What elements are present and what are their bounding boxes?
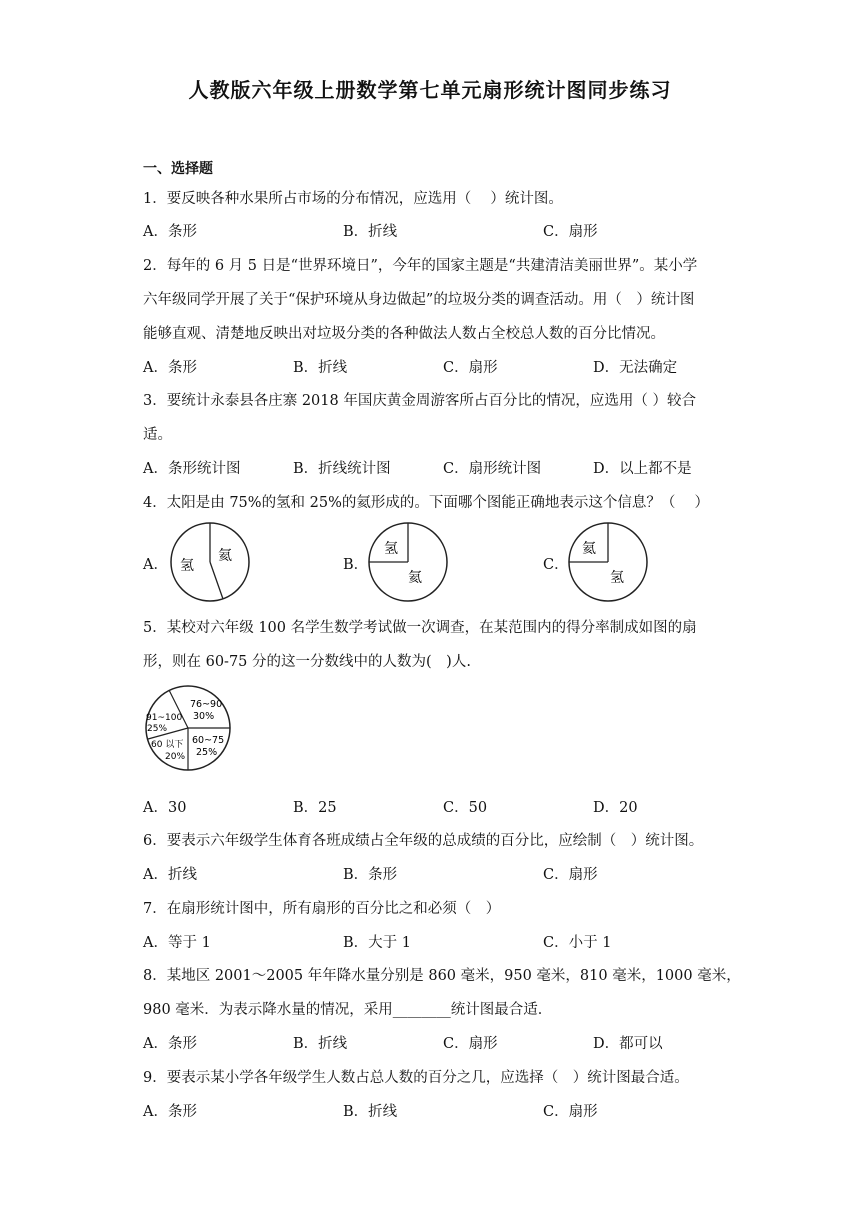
- q8-option-a: A．条形: [143, 1036, 197, 1052]
- q6-option-c: C．扇形: [543, 867, 598, 883]
- q8-option-b: B．折线: [293, 1036, 348, 1052]
- q5-option-a: A．30: [143, 800, 187, 816]
- pie-label-below-60: 60 以下: [151, 740, 184, 750]
- q2-option-b: B．折线: [293, 360, 348, 376]
- q9-option-a: A．条形: [143, 1104, 197, 1120]
- question-2-line-2: 六年级同学开展了关于“保护环境从身边做起”的垃圾分类的调查活动。用（ ）统计图: [143, 292, 695, 308]
- q9-option-b: B．折线: [343, 1104, 398, 1120]
- pie-label-91-100: 91~100: [146, 713, 183, 723]
- pie-pct-76-90: 30%: [193, 711, 215, 722]
- question-5-line-1: 5．某校对六年级 100 名学生数学考试做一次调查，在某范围内的得分率制成如图的扇: [143, 620, 697, 636]
- q7-option-c: C．小于 1: [543, 935, 612, 951]
- label-helium: 氦: [408, 570, 422, 586]
- q2-option-a: A．条形: [143, 360, 197, 376]
- q8-option-c: C．扇形: [443, 1036, 498, 1052]
- label-hydrogen: 氢: [180, 558, 194, 574]
- question-2-line-1: 2．每年的 6 月 5 日是“世界环境日”，今年的国家主题是“共建清洁美丽世界”。某小学: [143, 258, 698, 274]
- q3-option-d: D．以上都不是: [593, 461, 692, 477]
- q4-option-b: B．: [343, 557, 369, 573]
- section-heading: 一、选择题: [143, 161, 213, 177]
- question-4: 4．太阳是由 75%的氢和 25%的氦形成的。下面哪个图能正确地表示这个信息？（ ）: [143, 495, 710, 511]
- question-3-line-2: 适。: [143, 427, 172, 443]
- q5-option-c: C．50: [443, 800, 488, 816]
- q7-option-a: A．等于 1: [143, 935, 211, 951]
- q6-option-a: A．折线: [143, 867, 197, 883]
- question-8-line-2: 980 毫米．为表示降水量的情况，采用________统计图最合适．: [143, 1002, 553, 1018]
- q3-option-b: B．折线统计图: [293, 461, 391, 477]
- q2-option-c: C．扇形: [443, 360, 498, 376]
- question-8-line-1: 8．某地区 2001～2005 年年降水量分别是 860 毫米，950 毫米，810 毫米，1000 毫米，: [143, 968, 741, 984]
- q4-pie-b: [366, 520, 450, 604]
- q5-option-d: D．20: [593, 800, 638, 816]
- q3-option-a: A．条形统计图: [143, 461, 241, 477]
- pie-pct-below-60: 20%: [165, 752, 186, 762]
- question-3-line-1: 3．要统计永泰县各庄寨 2018 年国庆黄金周游客所占百分比的情况，应选用（ ）较合: [143, 393, 696, 409]
- q4-pie-a: [168, 520, 252, 604]
- question-1: 1．要反映各种水果所占市场的分布情况，应选用（ ）统计图。: [143, 191, 563, 207]
- pie-label-60-75: 60~75: [192, 735, 225, 746]
- q2-option-d: D．无法确定: [593, 360, 678, 376]
- pie-pct-91-100: 25%: [147, 724, 168, 734]
- question-9: 9．要表示某小学各年级学生人数占总人数的百分之几，应选择（ ）统计图最合适。: [143, 1070, 689, 1086]
- q5-score-pie: [143, 683, 233, 773]
- q4-option-a: A．: [143, 557, 168, 573]
- q7-option-b: B．大于 1: [343, 935, 411, 951]
- question-2-line-3: 能够直观、清楚地反映出对垃圾分类的各种做法人数占全校总人数的百分比情况。: [143, 326, 665, 342]
- q5-option-b: B．25: [293, 800, 337, 816]
- q4-option-c: C．: [543, 557, 569, 573]
- page-title: 人教版六年级上册数学第七单元扇形统计图同步练习: [188, 78, 672, 102]
- label-helium: 氦: [582, 541, 596, 557]
- q3-option-c: C．扇形统计图: [443, 461, 542, 477]
- q1-option-b: B．折线: [343, 224, 398, 240]
- q4-pie-c: [566, 520, 650, 604]
- pie-label-76-90: 76~90: [190, 699, 223, 710]
- pie-pct-60-75: 25%: [196, 747, 218, 758]
- q8-option-d: D．都可以: [593, 1036, 663, 1052]
- label-helium: 氦: [218, 548, 232, 564]
- question-5-line-2: 形，则在 60-75 分的这一分数线中的人数为( )人.: [143, 654, 471, 670]
- q1-option-a: A．条形: [143, 224, 197, 240]
- label-hydrogen: 氢: [610, 570, 624, 586]
- q9-option-c: C．扇形: [543, 1104, 598, 1120]
- question-7: 7．在扇形统计图中，所有扇形的百分比之和必须（ ）: [143, 901, 501, 917]
- q1-option-c: C．扇形: [543, 224, 598, 240]
- q6-option-b: B．条形: [343, 867, 398, 883]
- label-hydrogen: 氢: [384, 541, 398, 557]
- question-6: 6．要表示六年级学生体育各班成绩占全年级的总成绩的百分比，应绘制（ ）统计图。: [143, 833, 704, 849]
